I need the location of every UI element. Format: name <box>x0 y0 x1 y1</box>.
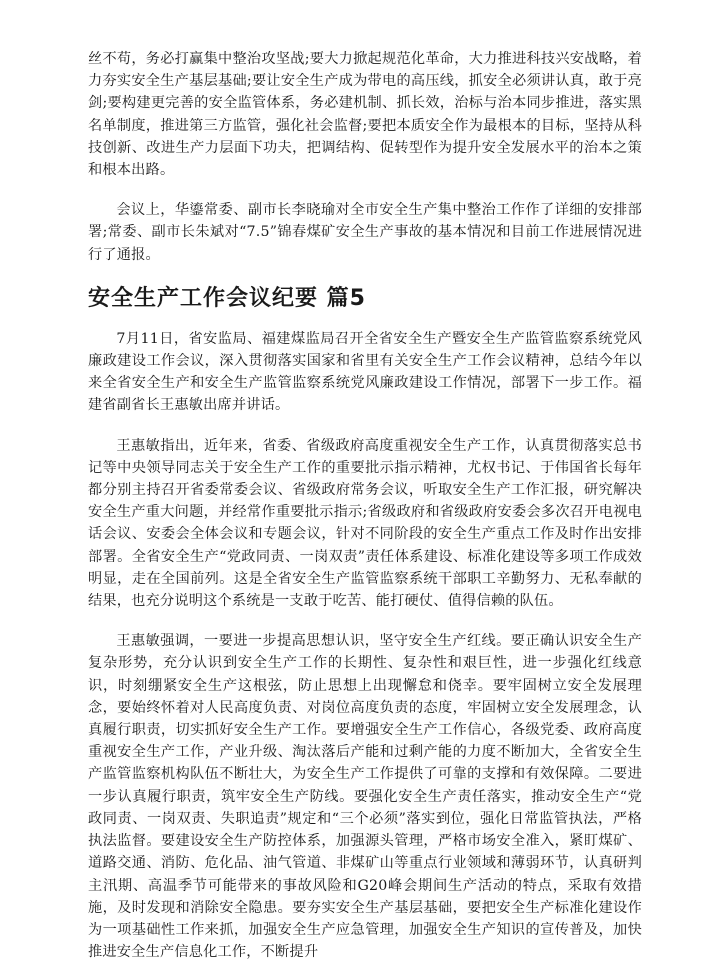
section-heading: 安全生产工作会议纪要 篇5 <box>88 285 366 311</box>
paragraph-speech-points: 王惠敏指出，近年来，省委、省级政府高度重视安全生产工作，认真贯彻落实总书记等中央领导同志关于安全生产工作的重要批示指示精神，尤权书记、于伟国省长每年都分别主持召开省委常委会议、省级政府常务会议，听取安全生产工作汇报，研究解决安全生产重大问题，并经常作重要批示指示;省级政府和省级政府安委会多次召开电视电话会议、安委会全体会议和专题会议，针对不同阶段的安全生产重点工作及时作出安排部署。全省安全生产“党政同责、一岗双责”责任体系建设、标准化建设等多项工作成效明显，走在全国前列。这是全省安全生产监管监察系统干部职工辛勤努力、无私奉献的结果，也充分说明这个系统是一支敢于吃苦、能打硬仗、值得信赖的队伍。 <box>88 437 642 610</box>
paragraph-meeting-intro: 7月11日，省安监局、福建煤监局召开全省安全生产暨安全生产监管监察系统党风廉政建设工作会议，深入贯彻落实国家和省里有关安全生产工作会议精神，总结今年以来全省安全生产和安全生产监管监察系统党风廉政建设工作情况，部署下一步工作。福建省副省长王惠敏出席并讲话。 <box>88 330 642 414</box>
paragraph-continued: 丝不苟，务必打赢集中整治攻坚战;要大力掀起规范化革命，大力推进科技兴安战略，着力夯实安全生产基层基础;要让安全生产成为带电的高压线，抓安全必须讲认真，敢于亮剑;要构建更完善的安全监管体系，务必建机制、抓长效，治标与治本同步推进，落实黑名单制度，推进第三方监管，强化社会监督;要把本质安全作为最根本的目标，坚持从科技创新、改进生产力层面下功夫，把调结构、促转型作为提升安全发展水平的治本之策和根本出路。 <box>88 51 642 179</box>
paragraph-speech-emphasis: 王惠敏强调，一要进一步提高思想认识，坚守安全生产红线。要正确认识安全生产复杂形势，充分认识到安全生产工作的长期性、复杂性和艰巨性，进一步强化红线意识，时刻绷紧安全生产这根弦，防止思想上出现懈怠和侥幸。要牢固树立安全发展理念，要始终怀着对人民高度负责、对岗位高度负责的态度，牢固树立安全发展理念，认真履行职责，切实抓好安全生产工作。要增强安全生产工作信心，各级党委、政府高度重视安全生产工作，产业升级、淘汰落后产能和过剩产能的力度不断加大，全省安全生产监管监察机构队伍不断壮大，为安全生产工作提供了可靠的支撑和有效保障。二要进一步认真履行职责，筑牢安全生产防线。要强化安全生产责任落实，推动安全生产“党政同责、一岗双责、失职追责”规定和“三个必须”落实到位，强化日常监管执法，严格执法监督。要建设安全生产防控体系，加强源头管理，严格市场安全准入，紧盯煤矿、道路交通、消防、危化品、油气管道、非煤矿山等重点行业领域和薄弱环节，认真研判主汛期、高温季节可能带来的事故风险和G20峰会期间生产活动的特点，采取有效措施，及时发现和消除安全隐患。要夯实安全生产基层基础，要把安全生产标准化建设作为一项基础性工作来抓，加强安全生产应急管理，加强安全生产知识的宣传普及，加快推进安全生产信息化工作，不断提升 <box>88 633 642 961</box>
paragraph-meeting-summary: 会议上，华鎏常委、副市长李晓瑜对全市安全生产集中整治工作作了详细的安排部署;常委、副市长朱斌对“7.5”锦春煤矿安全生产事故的基本情况和目前工作进展情况进行了通报。 <box>88 202 642 263</box>
